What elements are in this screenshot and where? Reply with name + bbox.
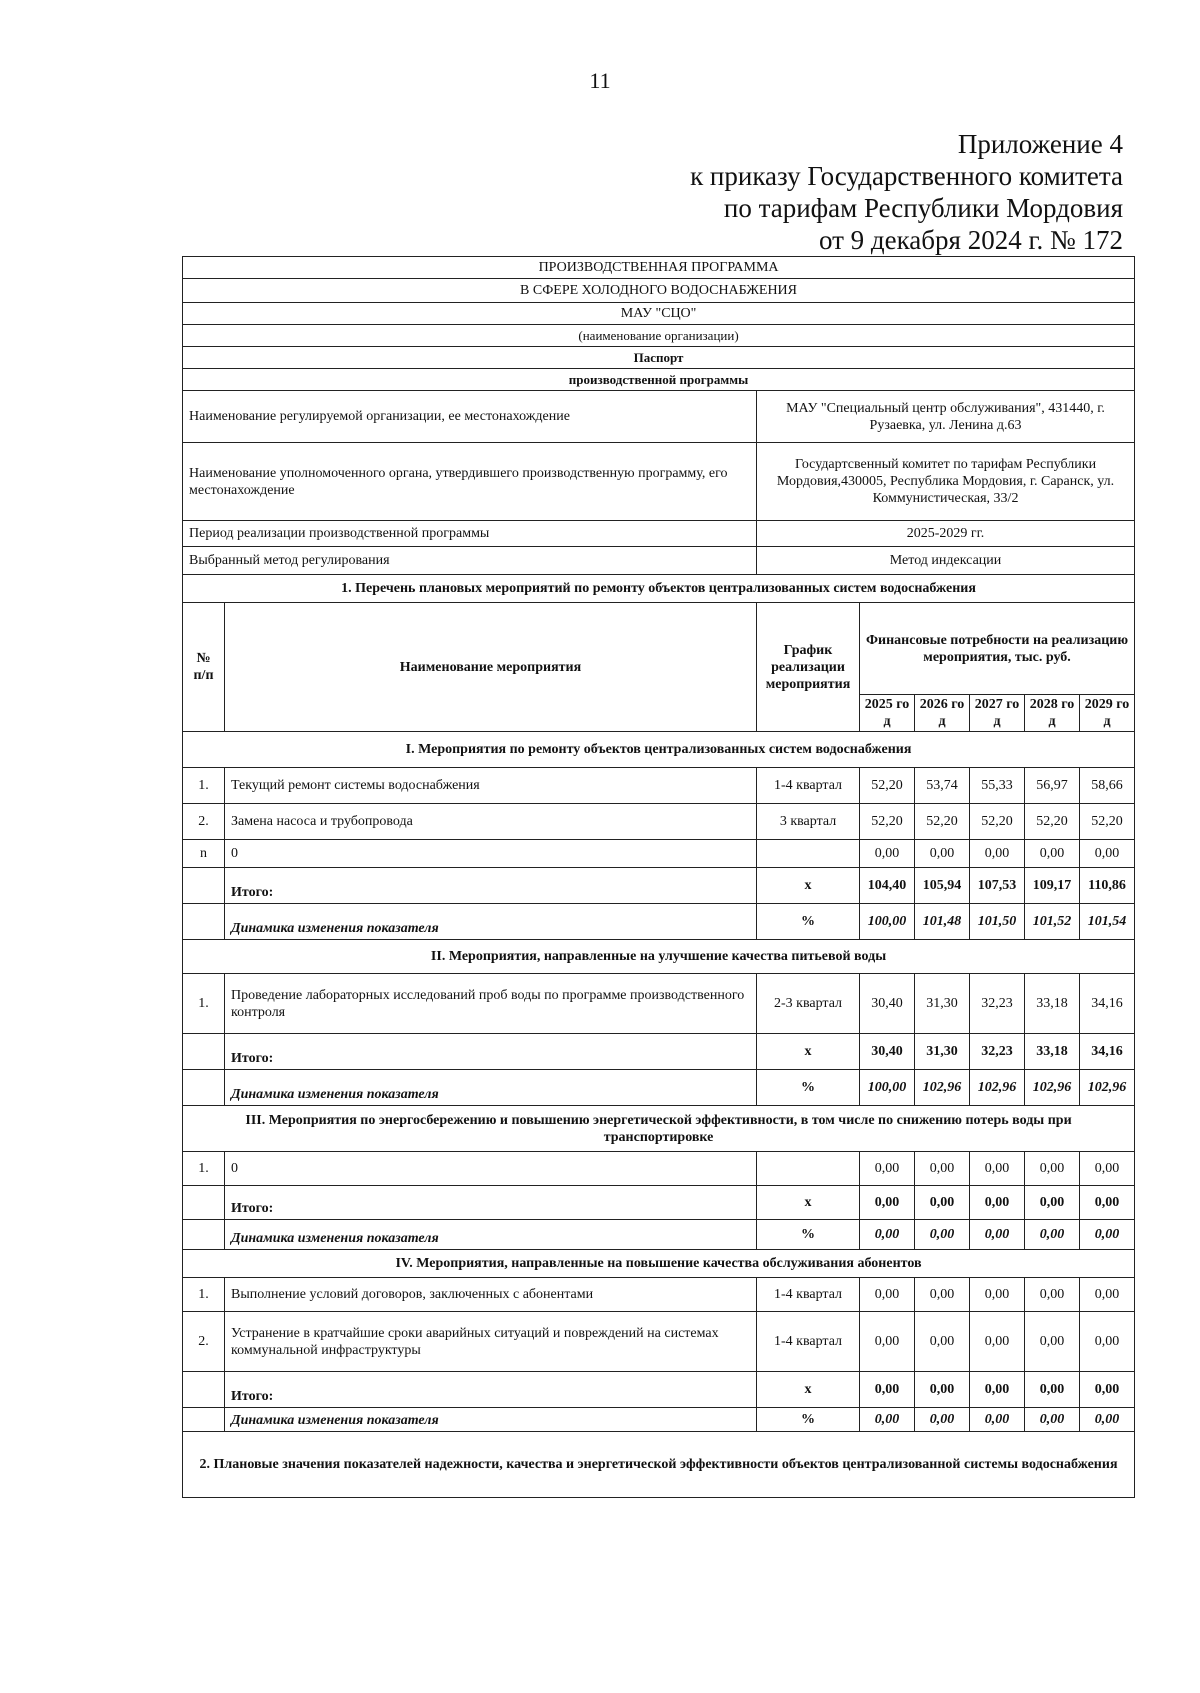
- dynamics-value: 0,00: [860, 1220, 915, 1250]
- total-value: 107,53: [970, 868, 1025, 904]
- total-value: 0,00: [860, 1372, 915, 1408]
- total-value: 0,00: [1025, 1186, 1080, 1220]
- finance-value: 52,20: [970, 804, 1025, 840]
- finance-value: 0,00: [1080, 1312, 1135, 1372]
- dynamics-value: 0,00: [1080, 1220, 1135, 1250]
- passport-value: МАУ "Специальный центр обслуживания", 431440, г. Рузаевка, ул. Ленина д.63: [757, 391, 1135, 443]
- finance-value: 52,20: [1025, 804, 1080, 840]
- finance-value: 58,66: [1080, 768, 1135, 804]
- activity-schedule: [757, 1152, 860, 1186]
- finance-value: 0,00: [1080, 1278, 1135, 1312]
- header-finance: Финансовые потребности на реализацию мероприятия, тыс. руб.: [860, 603, 1135, 695]
- finance-value: 0,00: [970, 1278, 1025, 1312]
- empty-cell: [183, 1070, 225, 1106]
- finance-value: 52,20: [915, 804, 970, 840]
- total-unit: х: [757, 1034, 860, 1070]
- finance-value: 52,20: [860, 804, 915, 840]
- activity-name: Замена насоса и трубопровода: [225, 804, 757, 840]
- appendix-line-4: от 9 декабря 2024 г. № 172: [818, 225, 1123, 255]
- group-title: III. Мероприятия по энергосбережению и повышению энергетической эффективности, в том числе по снижению потерь воды при транспортировке: [183, 1106, 1135, 1152]
- empty-cell: [183, 1186, 225, 1220]
- finance-value: 52,20: [860, 768, 915, 804]
- finance-value: 0,00: [915, 1278, 970, 1312]
- total-label: Итого:: [225, 1372, 757, 1408]
- dynamics-value: 102,96: [915, 1070, 970, 1106]
- table-row: [183, 804, 1135, 840]
- finance-value: 0,00: [860, 1278, 915, 1312]
- row-number: 2.: [183, 1312, 225, 1372]
- finance-value: 0,00: [970, 840, 1025, 868]
- total-unit: х: [757, 1372, 860, 1408]
- finance-value: 53,74: [915, 768, 970, 804]
- finance-value: 0,00: [1025, 840, 1080, 868]
- finance-value: 0,00: [915, 1312, 970, 1372]
- activity-name: 0: [225, 840, 757, 868]
- production-program-table: [182, 256, 1135, 1498]
- passport-label: Наименование уполномоченного органа, утвердившего производственную программу, его местонахождение: [183, 443, 757, 521]
- row-number: 1.: [183, 1278, 225, 1312]
- row-number: 1.: [183, 768, 225, 804]
- empty-cell: [183, 1372, 225, 1408]
- passport-label: Период реализации производственной программы: [183, 521, 757, 547]
- row-number: n: [183, 840, 225, 868]
- passport-value: Метод индексации: [757, 547, 1135, 575]
- total-value: 30,40: [860, 1034, 915, 1070]
- program-subtitle: В СФЕРЕ ХОЛОДНОГО ВОДОСНАБЖЕНИЯ: [183, 279, 1135, 303]
- header-year: 2028 год: [1025, 695, 1080, 732]
- dynamics-value: 0,00: [1080, 1408, 1135, 1432]
- table-row: [183, 1312, 1135, 1372]
- dynamics-label: Динамика изменения показателя: [225, 1220, 757, 1250]
- finance-value: 0,00: [1025, 1312, 1080, 1372]
- dynamics-value: 101,50: [970, 904, 1025, 940]
- total-value: 0,00: [1025, 1372, 1080, 1408]
- table-row: [183, 974, 1135, 1034]
- program-title: ПРОИЗВОДСТВЕННАЯ ПРОГРАММА: [183, 257, 1135, 279]
- header-number: № п/п: [183, 603, 225, 732]
- dynamics-value: 0,00: [970, 1220, 1025, 1250]
- appendix-line-2: к приказу Государственного комитета: [690, 161, 1123, 191]
- dynamics-value: 0,00: [1025, 1220, 1080, 1250]
- page-number: 11: [589, 68, 611, 93]
- finance-value: 0,00: [970, 1152, 1025, 1186]
- activity-name: Проведение лабораторных исследований проб воды по программе производственного контроля: [225, 974, 757, 1034]
- dynamics-value: 0,00: [915, 1408, 970, 1432]
- header-year: 2025 год: [860, 695, 915, 732]
- header-activity-name: Наименование мероприятия: [225, 603, 757, 732]
- finance-value: 55,33: [970, 768, 1025, 804]
- finance-value: 0,00: [1025, 1152, 1080, 1186]
- total-row: [183, 1372, 1135, 1408]
- empty-cell: [183, 904, 225, 940]
- total-value: 34,16: [1080, 1034, 1135, 1070]
- dynamics-value: 0,00: [860, 1408, 915, 1432]
- finance-value: 31,30: [915, 974, 970, 1034]
- total-row: [183, 1034, 1135, 1070]
- total-unit: х: [757, 1186, 860, 1220]
- dynamics-label: Динамика изменения показателя: [225, 1070, 757, 1106]
- finance-value: 0,00: [915, 840, 970, 868]
- passport-label: Наименование регулируемой организации, ее местонахождение: [183, 391, 757, 443]
- finance-value: 0,00: [860, 840, 915, 868]
- passport-value: Государтсвенный комитет по тарифам Республики Мордовия,430005, Республика Мордовия, г. Саранск, ул. Коммунистическая, 33/2: [757, 443, 1135, 521]
- total-value: 110,86: [1080, 868, 1135, 904]
- total-unit: х: [757, 868, 860, 904]
- section-1-title: 1. Перечень плановых мероприятий по ремонту объектов централизованных систем водоснабжения: [183, 575, 1135, 603]
- table-row: [183, 1152, 1135, 1186]
- total-label: Итого:: [225, 1186, 757, 1220]
- empty-cell: [183, 1408, 225, 1432]
- empty-cell: [183, 1034, 225, 1070]
- total-value: 0,00: [970, 1186, 1025, 1220]
- appendix-line-1: Приложение 4: [957, 129, 1123, 159]
- finance-value: 52,20: [1080, 804, 1135, 840]
- finance-value: 33,18: [1025, 974, 1080, 1034]
- dynamics-unit: %: [757, 1220, 860, 1250]
- finance-value: 0,00: [1080, 1152, 1135, 1186]
- table-row: [183, 768, 1135, 804]
- dynamics-value: 0,00: [970, 1408, 1025, 1432]
- empty-cell: [183, 1220, 225, 1250]
- total-value: 109,17: [1025, 868, 1080, 904]
- dynamics-unit: %: [757, 904, 860, 940]
- row-number: 2.: [183, 804, 225, 840]
- activity-name: Текущий ремонт системы водоснабжения: [225, 768, 757, 804]
- dynamics-value: 101,54: [1080, 904, 1135, 940]
- finance-value: 0,00: [1080, 840, 1135, 868]
- group-title: IV. Мероприятия, направленные на повышение качества обслуживания абонентов: [183, 1250, 1135, 1278]
- dynamics-value: 101,52: [1025, 904, 1080, 940]
- finance-value: 30,40: [860, 974, 915, 1034]
- finance-value: 0,00: [860, 1152, 915, 1186]
- appendix-line-3: по тарифам Республики Мордовия: [723, 193, 1123, 223]
- organization-name: МАУ "СЦО": [183, 303, 1135, 325]
- group-title: I. Мероприятия по ремонту объектов централизованных систем водоснабжения: [183, 732, 1135, 768]
- activity-groups: [183, 732, 1135, 1432]
- finance-value: 32,23: [970, 974, 1025, 1034]
- activity-schedule: 1-4 квартал: [757, 1312, 860, 1372]
- table-row: [183, 1278, 1135, 1312]
- dynamics-unit: %: [757, 1408, 860, 1432]
- table-row: [183, 840, 1135, 868]
- row-number: 1.: [183, 1152, 225, 1186]
- dynamics-value: 100,00: [860, 1070, 915, 1106]
- passport-label: Выбранный метод регулирования: [183, 547, 757, 575]
- dynamics-value: 0,00: [915, 1220, 970, 1250]
- dynamics-value: 102,96: [1025, 1070, 1080, 1106]
- appendix-header: [690, 128, 1123, 256]
- activity-schedule: [757, 840, 860, 868]
- activity-name: Выполнение условий договоров, заключенных с абонентами: [225, 1278, 757, 1312]
- total-row: [183, 868, 1135, 904]
- dynamics-value: 100,00: [860, 904, 915, 940]
- header-year: 2027 год: [970, 695, 1025, 732]
- activity-schedule: 3 квартал: [757, 804, 860, 840]
- dynamics-label: Динамика изменения показателя: [225, 904, 757, 940]
- empty-cell: [183, 868, 225, 904]
- section-2-title: 2. Плановые значения показателей надежности, качества и энергетической эффективности объектов централизованной системы водоснабжения: [183, 1432, 1135, 1498]
- total-value: 105,94: [915, 868, 970, 904]
- group-title: II. Мероприятия, направленные на улучшение качества питьевой воды: [183, 940, 1135, 974]
- passport-title: Паспорт: [183, 347, 1135, 369]
- total-value: 0,00: [860, 1186, 915, 1220]
- total-value: 104,40: [860, 868, 915, 904]
- dynamics-value: 102,96: [970, 1070, 1025, 1106]
- finance-value: 56,97: [1025, 768, 1080, 804]
- total-value: 0,00: [970, 1372, 1025, 1408]
- total-label: Итого:: [225, 868, 757, 904]
- finance-value: 34,16: [1080, 974, 1135, 1034]
- total-value: 32,23: [970, 1034, 1025, 1070]
- activity-schedule: 2-3 квартал: [757, 974, 860, 1034]
- dynamics-row: [183, 904, 1135, 940]
- total-value: 33,18: [1025, 1034, 1080, 1070]
- total-value: 0,00: [1080, 1186, 1135, 1220]
- row-number: 1.: [183, 974, 225, 1034]
- header-year: 2026 год: [915, 695, 970, 732]
- total-value: 0,00: [1080, 1372, 1135, 1408]
- finance-value: 0,00: [860, 1312, 915, 1372]
- dynamics-unit: %: [757, 1070, 860, 1106]
- total-value: 0,00: [915, 1186, 970, 1220]
- dynamics-value: 0,00: [1025, 1408, 1080, 1432]
- total-value: 31,30: [915, 1034, 970, 1070]
- finance-value: 0,00: [915, 1152, 970, 1186]
- passport-value: 2025-2029 гг.: [757, 521, 1135, 547]
- finance-value: 0,00: [1025, 1278, 1080, 1312]
- total-label: Итого:: [225, 1034, 757, 1070]
- activity-name: Устранение в кратчайшие сроки аварийных ситуаций и повреждений на системах коммунальной инфраструктуры: [225, 1312, 757, 1372]
- header-schedule: График реализации мероприятия: [757, 603, 860, 732]
- dynamics-value: 102,96: [1080, 1070, 1135, 1106]
- activity-schedule: 1-4 квартал: [757, 1278, 860, 1312]
- total-value: 0,00: [915, 1372, 970, 1408]
- finance-value: 0,00: [970, 1312, 1025, 1372]
- total-row: [183, 1186, 1135, 1220]
- dynamics-row: [183, 1220, 1135, 1250]
- dynamics-row: [183, 1070, 1135, 1106]
- activity-name: 0: [225, 1152, 757, 1186]
- header-year: 2029 год: [1080, 695, 1135, 732]
- dynamics-row: [183, 1408, 1135, 1432]
- passport-subtitle: производственной программы: [183, 369, 1135, 391]
- organization-caption: (наименование организации): [183, 325, 1135, 347]
- dynamics-label: Динамика изменения показателя: [225, 1408, 757, 1432]
- dynamics-value: 101,48: [915, 904, 970, 940]
- activity-schedule: 1-4 квартал: [757, 768, 860, 804]
